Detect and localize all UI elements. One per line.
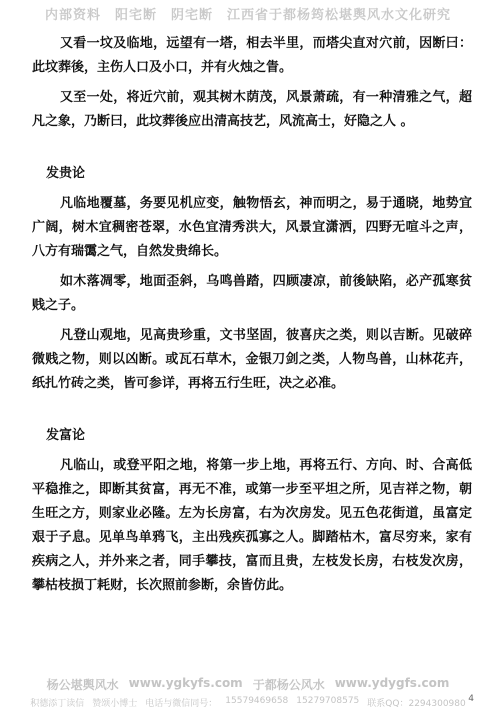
paragraph: 凡临山，或登平阳之地，将第一步上地，再将五行、方向、时、合高低平稳推之，即断其贫富，再无不准，或第一步至平坦之所，见吉祥之物，朝生旺之方，则家业必隆。左为长房富，右为次房发。见五色花街道，虽富定艰于子息。见单鸟单鸦飞，主出残疾孤寡之人。脚踏枯木，富尽穷来，家有疾病之人，并外来之者，同手攀技，富而且贵，左枝发长房，右枝发次房，攀枯枝损丁耗财，长次照前参断，余皆仿此。 [32, 458, 472, 593]
footer-brand-line [0, 676, 496, 694]
footer-brand-right: 于都杨公风水 [252, 678, 325, 692]
footer-qq: 联系QQ：2294300980 [367, 699, 466, 709]
paragraph: 又至一处，将近穴前，观其树木荫茂，风景萧疏，有一种清雅之气，超凡之象，乃断曰，此坟葬後应出清高技艺，风流高士，好隐之人 。 [32, 90, 472, 129]
section-title-fagui: 发贵论 [46, 166, 86, 181]
paragraph: 又看一坟及临地，远望有一塔，相去半里，而塔尖直对穴前，因断曰：此坟葬後，主伤人口及小口，并有火烛之眚。 [32, 36, 472, 75]
page-number: 4 [468, 694, 474, 704]
footer-phone: 15279708575 [296, 696, 360, 706]
page-header: 内部资料 阳宅断 阴宅断 江西省于都杨筠松堪舆风水文化研究 [44, 7, 451, 23]
document-body [32, 32, 472, 598]
footer-brand-left: 杨公堪舆风水 [46, 678, 119, 692]
paragraph: 凡临地覆墓，务要见机应变，触物悟玄，神而明之，易于通晓，地势宜广阔，树木宜稠密苍翠，水色宜清秀洪大，风景宜潇洒，四野无喧斗之声，八方有瑞霭之气，自然发贵绵长。 [32, 196, 472, 259]
footer-contact-line [0, 696, 496, 712]
section-title-fafu: 发富论 [46, 428, 86, 443]
footer-contact: 赞颂小博士 [92, 699, 138, 709]
footer-contact: 电话与微信同号： [145, 699, 218, 709]
footer-url-right[interactable]: www.ydygfs.com [334, 676, 450, 690]
paragraph: 如木落凋零，地面歪斜，乌鸣兽踏，四顾凄凉，前後缺陷，必产孤寒贫贱之子。 [32, 274, 472, 313]
footer-url-left[interactable]: www.ygkyfs.com [128, 676, 243, 690]
paragraph: 凡登山观地，见高贵珍重，文书坚固，彼喜庆之类，则以吉断。见破碎微贱之物，则以凶断。或瓦石草木，金银刀剑之类，人物鸟兽，山林花卉，纸扎竹砖之类，皆可参详，再将五行生旺，决之必准。 [32, 328, 472, 391]
footer-contact: 积德添丁读信 [30, 699, 85, 709]
footer-phone: 15579469658 [225, 696, 289, 706]
